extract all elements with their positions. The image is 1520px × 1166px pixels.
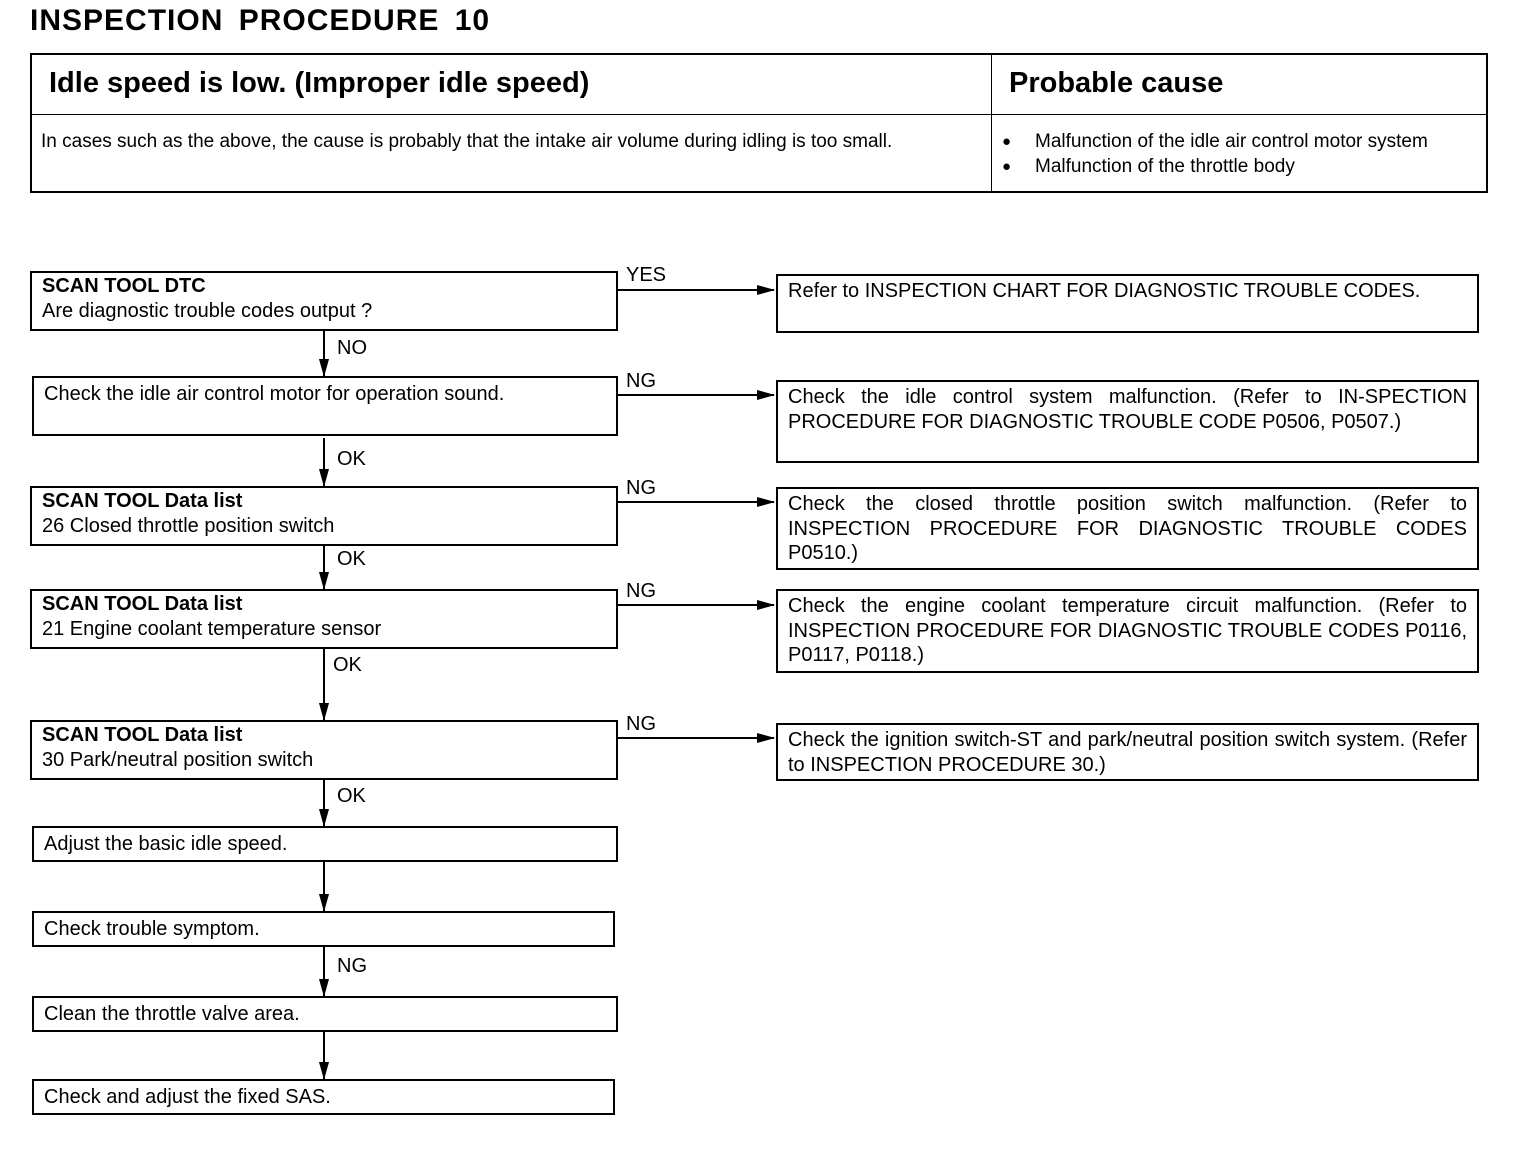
step-coolant-temp-sensor [30, 589, 618, 649]
down-label-ok: OK [337, 785, 366, 807]
result-dtc-chart: Refer to INSPECTION CHART FOR DIAGNOSTIC TROUBLE CODES. [776, 274, 1479, 333]
down-label-no: NO [337, 337, 367, 359]
step-text: Clean the throttle valve area. [44, 1003, 300, 1025]
step-title: SCAN TOOL Data list [42, 593, 243, 615]
result-closed-throttle-switch: Check the closed throttle position switch malfunction. (Refer to INSPECTION PROCEDURE FOR DIAGNOSTIC TROUBLE CODES P0510.) [776, 487, 1479, 570]
step-text: 21 Engine coolant temperature sensor [42, 618, 382, 640]
symptom-description: In cases such as the above, the cause is probably that the intake air volume during idling is too small. [32, 115, 992, 191]
step-title: SCAN TOOL DTC [42, 275, 206, 297]
page-title: INSPECTION PROCEDURE 10 [30, 4, 491, 37]
result-coolant-temp-circuit: Check the engine coolant temperature circuit malfunction. (Refer to INSPECTION PROCEDURE FOR DIAGNOSTIC TROUBLE CODES P0116, P0117, P0118.) [776, 589, 1479, 673]
step-adjust-fixed-sas [32, 1079, 615, 1115]
step-adjust-idle-speed [32, 826, 618, 862]
step-text: 26 Closed throttle position switch [42, 515, 335, 537]
step-text: Check trouble symptom. [44, 918, 260, 940]
down-label-ok: OK [337, 548, 366, 570]
bullet-icon: ● [1002, 133, 1012, 150]
step-text: Adjust the basic idle speed. [44, 833, 288, 855]
step-text: Check and adjust the fixed SAS. [44, 1086, 331, 1108]
bullet-icon: ● [1002, 158, 1012, 175]
step-title: SCAN TOOL Data list [42, 724, 243, 746]
branch-label-ng: NG [626, 370, 656, 392]
probable-cause-heading: Probable cause [992, 55, 1486, 115]
result-idle-control-system: Check the idle control system malfunction. (Refer to IN-SPECTION PROCEDURE FOR DIAGNOSTIC TROUBLE CODE P0506, P0507.) [776, 380, 1479, 463]
step-text: Check the idle air control motor for operation sound. [44, 383, 505, 405]
step-park-neutral-switch [30, 720, 618, 780]
branch-label-ng: NG [626, 580, 656, 602]
down-label-ng: NG [337, 955, 367, 977]
step-text: 30 Park/neutral position switch [42, 749, 314, 771]
branch-label-ng: NG [626, 713, 656, 735]
cause-item: ● Malfunction of the throttle body [1002, 156, 1295, 177]
step-title: SCAN TOOL Data list [42, 490, 243, 512]
symptom-heading: Idle speed is low. (Improper idle speed) [32, 55, 992, 115]
step-closed-throttle-switch [30, 486, 618, 546]
step-check-trouble-symptom [32, 911, 615, 947]
step-text: Are diagnostic trouble codes output ? [42, 300, 373, 322]
branch-label-ng: NG [626, 477, 656, 499]
cause-item: ● Malfunction of the idle air control motor system [1002, 131, 1428, 152]
step-idle-air-motor [32, 376, 618, 436]
branch-label-yes: YES [626, 264, 667, 286]
step-clean-throttle-valve [32, 996, 618, 1032]
step-scan-tool-dtc [30, 271, 618, 331]
down-label-ok: OK [333, 654, 362, 676]
result-ignition-switch-system: Check the ignition switch-ST and park/neutral position switch system. (Refer to INSPECTION PROCEDURE 30.) [776, 723, 1479, 781]
down-label-ok: OK [337, 448, 366, 470]
